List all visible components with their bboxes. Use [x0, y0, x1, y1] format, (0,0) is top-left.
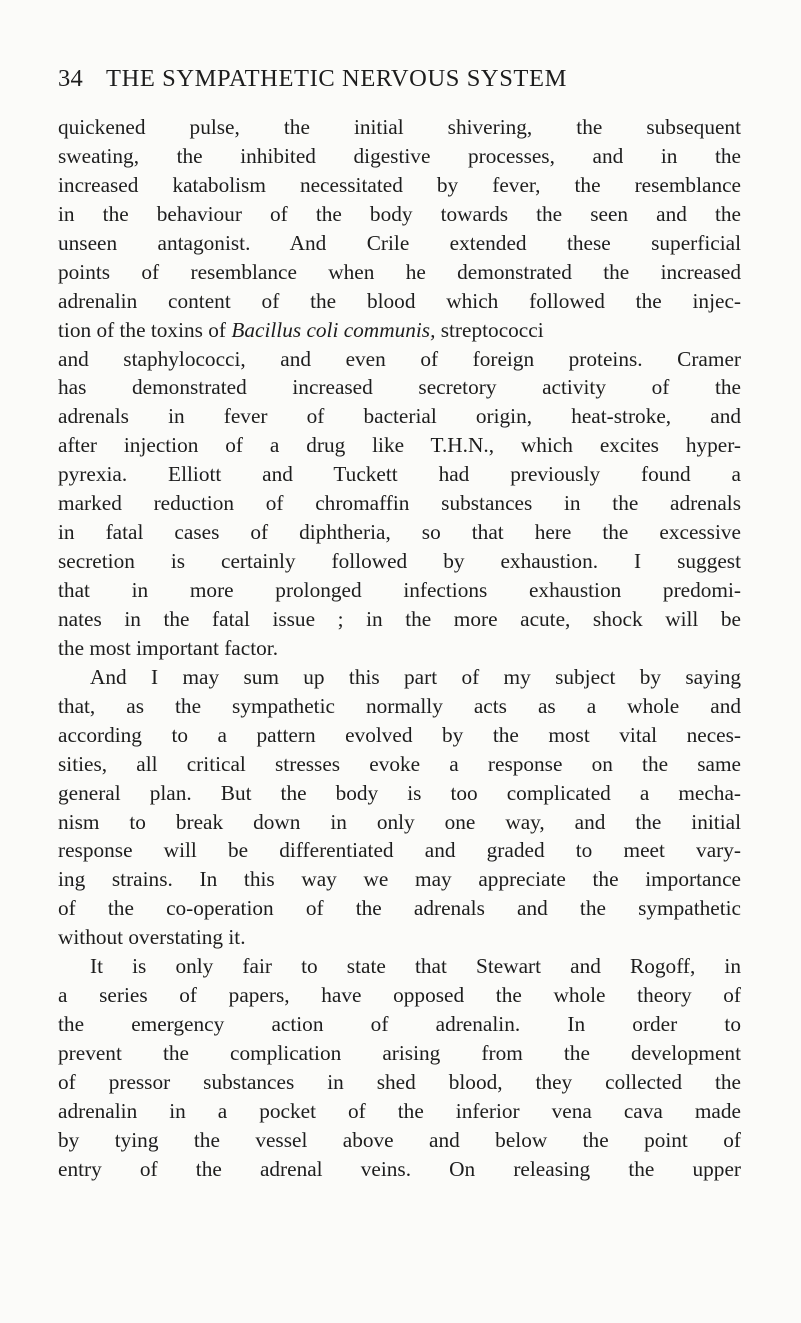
- text-line: adrenals in fever of bacterial origin, heat-stroke, and: [58, 404, 741, 429]
- text-line: secretion is certainly followed by exhaustion. I suggest: [58, 549, 741, 574]
- text-line: adrenalin content of the blood which followed the injec-: [58, 288, 741, 313]
- text-line: ing strains. In this way we may appreciate the importance: [58, 867, 741, 892]
- text-line: marked reduction of chromaffin substances in the adrenals: [58, 491, 741, 516]
- text-line: of pressor substances in shed blood, they collected the: [58, 1069, 741, 1094]
- text-segment: streptococci: [435, 317, 544, 342]
- paragraph-start-line: And I may sum up this part of my subject by saying: [90, 664, 741, 689]
- paragraph-start-line: It is only fair to state that Stewart and Rogoff, in: [90, 954, 741, 979]
- text-segment: tion of the toxins of: [58, 317, 232, 342]
- text-line: the most important factor.: [58, 635, 279, 660]
- text-line: of the co-operation of the adrenals and the sympathetic: [58, 896, 741, 921]
- species-name: Bacillus coli communis,: [231, 317, 436, 342]
- text-line: prevent the complication arising from the development: [58, 1041, 741, 1065]
- text-line: quickened pulse, the initial shivering, the subsequent: [58, 115, 741, 139]
- text-line: nism to break down in only one way, and the initial: [58, 809, 741, 834]
- running-title: THE SYMPATHETIC NERVOUS SYSTEM: [106, 65, 567, 92]
- text-line: nates in the fatal issue ; in the more acute, shock will be: [58, 606, 741, 631]
- text-line: without overstating it.: [58, 925, 246, 950]
- text-line: in the behaviour of the body towards the seen and the: [58, 201, 741, 226]
- text-line: by tying the vessel above and below the point of: [58, 1127, 741, 1152]
- text-line: pyrexia. Elliott and Tuckett had previously found a: [58, 462, 741, 487]
- text-line: response will be differentiated and graded to meet vary-: [58, 838, 741, 863]
- text-line-mixed: [58, 316, 741, 345]
- text-line: unseen antagonist. And Crile extended these superficial: [58, 230, 741, 255]
- page-number: 34: [58, 65, 84, 92]
- text-line: points of resemblance when he demonstrated the increased: [58, 259, 741, 284]
- text-line: after injection of a drug like T.H.N., which excites hyper-: [58, 433, 741, 458]
- text-line: sities, all critical stresses evoke a response on the same: [58, 751, 741, 776]
- page-header: [58, 62, 758, 96]
- text-line: adrenalin in a pocket of the inferior vena cava made: [58, 1098, 741, 1123]
- text-line: increased katabolism necessitated by fever, the resemblance: [58, 172, 741, 197]
- text-line: and staphylococci, and even of foreign proteins. Cramer: [58, 346, 741, 371]
- text-line: according to a pattern evolved by the most vital neces-: [58, 722, 741, 747]
- text-line: sweating, the inhibited digestive processes, and in the: [58, 143, 741, 168]
- text-line: a series of papers, have opposed the whole theory of: [58, 983, 741, 1008]
- text-line: entry of the adrenal veins. On releasing the upper: [58, 1156, 741, 1181]
- text-line: that, as the sympathetic normally acts as a whole and: [58, 693, 741, 718]
- body-text: [58, 113, 741, 1184]
- text-line: has demonstrated increased secretory activity of the: [58, 375, 741, 400]
- text-line: that in more prolonged infections exhaustion predomi-: [58, 578, 741, 602]
- text-line: the emergency action of adrenalin. In order to: [58, 1012, 741, 1037]
- text-line: in fatal cases of diphtheria, so that here the excessive: [58, 520, 741, 545]
- text-line: general plan. But the body is too complicated a mecha-: [58, 780, 741, 805]
